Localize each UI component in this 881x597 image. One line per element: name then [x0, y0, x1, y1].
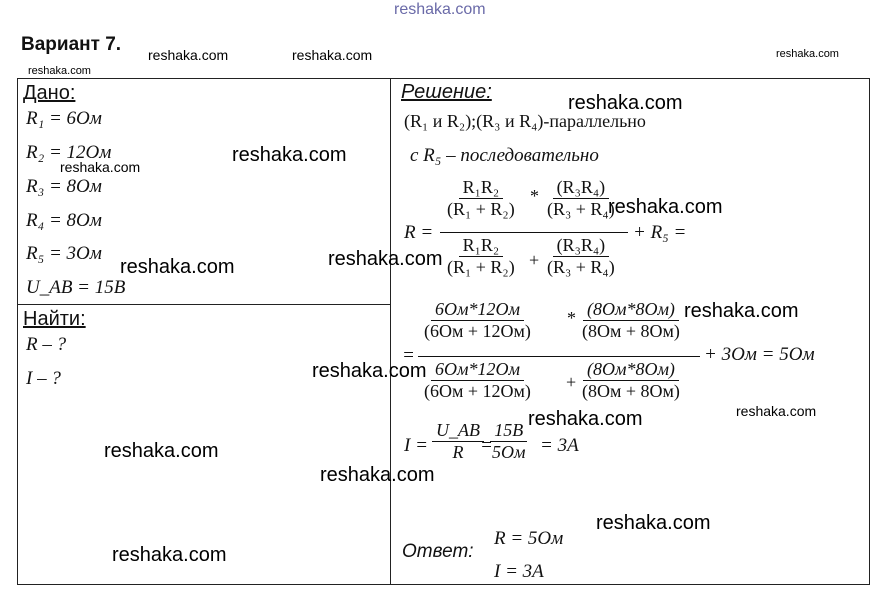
- watermark: reshaka.com: [232, 144, 347, 166]
- given-r1: R₁ = 6Ом: [26, 108, 102, 129]
- watermark: reshaka.com: [104, 440, 219, 462]
- frac-den: (R₁ + R₂): [447, 199, 515, 219]
- watermark: reshaka.com: [60, 159, 141, 175]
- frac-num1-bottom: [420, 359, 535, 402]
- row-divider: [17, 304, 391, 305]
- watermark: reshaka.com: [28, 65, 91, 77]
- given-header: Дано:: [23, 82, 76, 104]
- frac-r1r2-bottom: [443, 235, 519, 278]
- frac-den: 5Ом: [492, 442, 526, 462]
- frac-den: (8Ом + 8Ом): [582, 321, 680, 341]
- frac-num: (R₃R₄): [553, 235, 610, 257]
- frac-den: (R₃ + R₄): [547, 257, 615, 277]
- solution-line-series: с R₅ – последовательно: [410, 145, 599, 166]
- frac-num: R₁R₂: [459, 177, 504, 199]
- plus-r5-equals: + R₅ =: [633, 222, 687, 243]
- watermark: reshaka.com: [736, 403, 817, 419]
- frac-num: (8Ом*8Ом): [583, 359, 679, 381]
- current-equals: =: [480, 435, 493, 456]
- solution-header: Решение:: [401, 81, 492, 103]
- watermark: reshaka.com: [776, 48, 839, 60]
- watermark: reshaka.com: [328, 248, 443, 270]
- solution-line-parallel: (R₁ и R₂);(R₃ и R₄)-параллельно: [404, 111, 646, 131]
- frac-num: 15B: [490, 420, 527, 442]
- given-r3: R₃ = 8Ом: [26, 176, 102, 197]
- given-r4: R₄ = 8Ом: [26, 210, 102, 231]
- watermark: reshaka.com: [320, 464, 435, 486]
- frac-r3r4-bottom: [543, 235, 619, 278]
- find-r: R – ?: [26, 334, 67, 355]
- times-sign: *: [530, 186, 539, 206]
- frac-num: (8Ом*8Ом): [583, 299, 679, 321]
- given-uab: U_AB = 15B: [26, 277, 126, 298]
- find-i: I – ?: [26, 368, 61, 389]
- frac-num: R₁R₂: [459, 235, 504, 257]
- times-sign: *: [567, 308, 576, 328]
- frac-num2-top: [578, 299, 684, 342]
- frac-r1r2-top: [443, 177, 519, 220]
- current-label: I =: [404, 435, 428, 456]
- frac-den: (R₃ + R₄): [547, 199, 615, 219]
- watermark: reshaka.com: [120, 256, 235, 278]
- watermark: reshaka.com: [684, 300, 799, 322]
- frac-current-symbolic: [432, 420, 484, 463]
- numeric-fraction-bar: [418, 356, 700, 357]
- watermark: reshaka.com: [568, 92, 683, 114]
- watermark: reshaka.com: [528, 408, 643, 430]
- watermark: reshaka.com: [112, 544, 227, 566]
- frac-den: (6Ом + 12Ом): [424, 381, 531, 401]
- numeric-tail: + 3Ом = 5Ом: [704, 344, 815, 365]
- watermark: reshaka.com: [148, 47, 229, 63]
- plus-sign: +: [566, 372, 577, 392]
- find-header: Найти:: [23, 308, 86, 330]
- given-r2: R₂ = 12Ом: [26, 142, 112, 163]
- page-title: Вариант 7.: [21, 34, 122, 55]
- watermark: reshaka.com: [608, 196, 723, 218]
- formula-r-label: R =: [404, 222, 434, 243]
- frac-num: 6Ом*12Ом: [431, 299, 524, 321]
- frac-num: U_AB: [432, 420, 484, 442]
- answer-i: I = 3A: [494, 561, 544, 582]
- frac-current-numeric: [488, 420, 530, 463]
- watermark: reshaka.com: [312, 360, 427, 382]
- frac-den: (R₁ + R₂): [447, 257, 515, 277]
- frac-den: (6Ом + 12Ом): [424, 321, 531, 341]
- column-divider: [390, 78, 391, 584]
- frac-num2-bottom: [578, 359, 684, 402]
- frac-den: R: [452, 442, 464, 462]
- site-link-top[interactable]: reshaka.com: [394, 1, 486, 18]
- frac-den: (8Ом + 8Ом): [582, 381, 680, 401]
- frac-num1-top: [420, 299, 535, 342]
- main-fraction-bar: [440, 232, 628, 233]
- given-r5: R₅ = 3Ом: [26, 243, 102, 264]
- watermark: reshaka.com: [292, 47, 373, 63]
- answer-r: R = 5Ом: [494, 528, 564, 549]
- numeric-equals: =: [402, 345, 415, 366]
- plus-sign: +: [529, 250, 540, 270]
- current-result: = 3A: [540, 435, 579, 456]
- frac-num: (R₃R₄): [553, 177, 610, 199]
- frac-num: 6Ом*12Ом: [431, 359, 524, 381]
- answer-label: Ответ:: [402, 541, 474, 562]
- watermark: reshaka.com: [596, 512, 711, 534]
